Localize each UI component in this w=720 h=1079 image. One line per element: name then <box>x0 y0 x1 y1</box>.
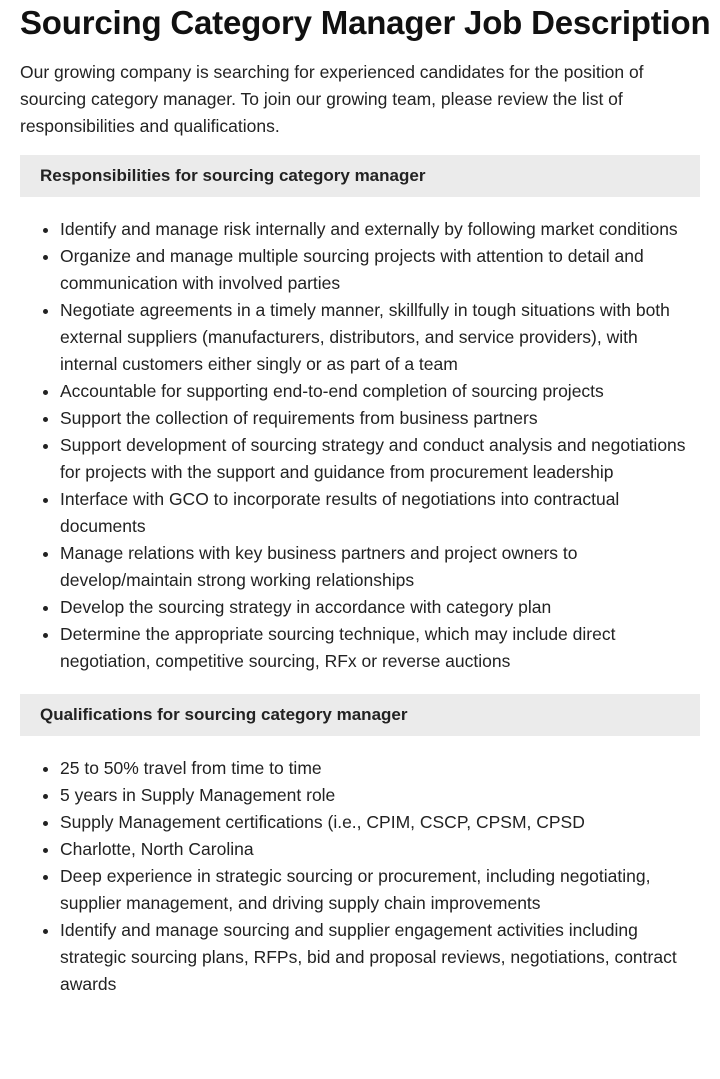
list-item: Develop the sourcing strategy in accordance with category plan <box>60 594 700 621</box>
qualifications-list <box>20 755 700 998</box>
intro-paragraph: Our growing company is searching for experienced candidates for the position of sourcing category manager. To join our growing team, please review the list of responsibilities and qualifications. <box>20 62 644 136</box>
list-item: Deep experience in strategic sourcing or procurement, including negotiating, supplier management, and driving supply chain improvements <box>60 863 700 917</box>
list-item: Identify and manage sourcing and supplier engagement activities including strategic sourcing plans, RFPs, bid and proposal reviews, negotiations, contract awards <box>60 917 700 998</box>
qualifications-heading: Qualifications for sourcing category manager <box>20 694 700 736</box>
list-item: Support the collection of requirements from business partners <box>60 405 700 432</box>
list-item: Accountable for supporting end-to-end completion of sourcing projects <box>60 378 700 405</box>
responsibilities-list <box>20 216 700 675</box>
list-item: Supply Management certifications (i.e., CPIM, CSCP, CPSM, CPSD <box>60 809 700 836</box>
responsibilities-section <box>20 155 700 675</box>
list-item: Manage relations with key business partners and project owners to develop/maintain strong working relationships <box>60 540 700 594</box>
list-item: Interface with GCO to incorporate results of negotiations into contractual documents <box>60 486 700 540</box>
list-item: Organize and manage multiple sourcing projects with attention to detail and communication with involved parties <box>60 243 700 297</box>
list-item: 5 years in Supply Management role <box>60 782 700 809</box>
responsibilities-heading: Responsibilities for sourcing category manager <box>20 155 700 197</box>
page-title: Sourcing Category Manager Job Description <box>20 4 711 41</box>
list-item: Determine the appropriate sourcing technique, which may include direct negotiation, competitive sourcing, RFx or reverse auctions <box>60 621 700 675</box>
list-item: Negotiate agreements in a timely manner, skillfully in tough situations with both external suppliers (manufacturers, distributors, and service providers), with internal customers either singly or as part of a team <box>60 297 700 378</box>
qualifications-section <box>20 694 700 998</box>
list-item: Identify and manage risk internally and externally by following market conditions <box>60 216 700 243</box>
list-item: Support development of sourcing strategy and conduct analysis and negotiations for projects with the support and guidance from procurement leadership <box>60 432 700 486</box>
list-item: 25 to 50% travel from time to time <box>60 755 700 782</box>
list-item: Charlotte, North Carolina <box>60 836 700 863</box>
